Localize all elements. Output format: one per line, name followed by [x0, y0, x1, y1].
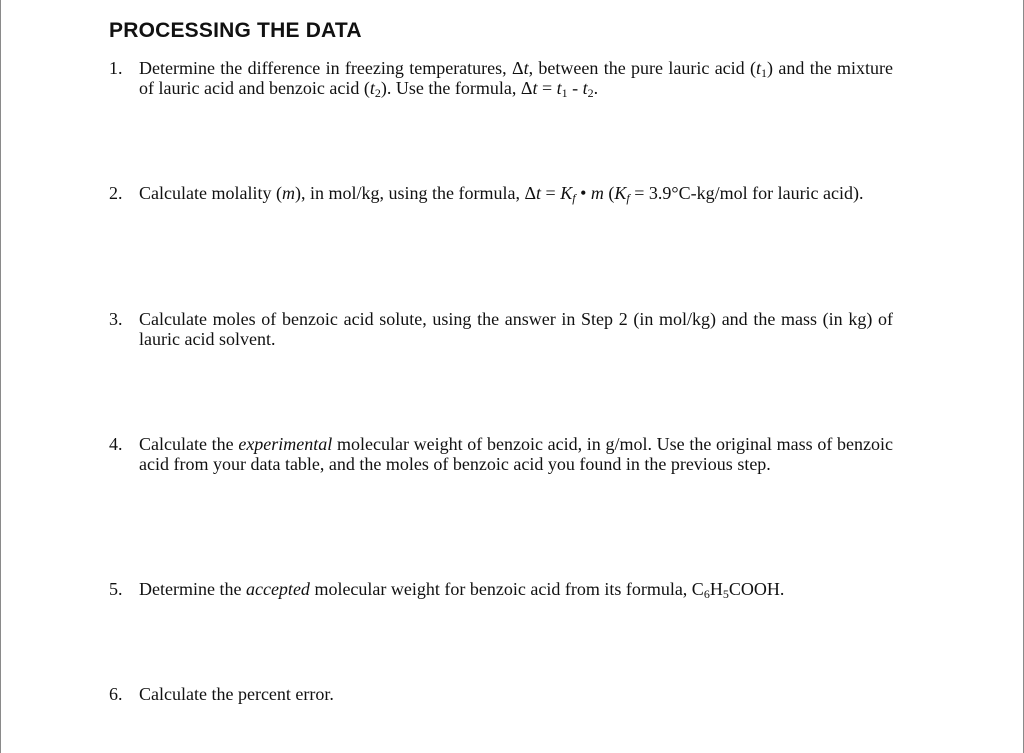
section-heading: PROCESSING THE DATA	[109, 19, 362, 42]
step-1	[109, 58, 893, 98]
step-text: Determine the difference in freezing temperatures, Δt, between the pure lauric acid $(t_1)$ and the mixture of lauric acid and benzoic acid $(t_2)$. Use the formula, $\Delta t = t_1 - t_2$.	[139, 58, 894, 100]
step-text: Calculate the experimental molecular weight of benzoic acid, in g/mol. Use the original mass of benzoic acid from your data table, and the moles of benzoic acid you found in the previous step.	[139, 434, 893, 474]
step-5	[109, 579, 893, 599]
step-number: 5.	[109, 579, 123, 599]
step-6	[109, 684, 893, 704]
step-number: 6.	[109, 684, 123, 704]
step-4	[109, 434, 893, 474]
step-text: Determine the accepted molecular weight for benzoic acid from its formula, $C_6H_5COOH$.	[139, 579, 785, 601]
step-text: Calculate molality (m), in mol/kg, using the formula, $\Delta t = K_f$ • m ($K_f = 3.9^\circ C-kg/mol$ for lauric acid).	[139, 183, 864, 205]
step-text: Calculate moles of benzoic acid solute, using the answer in Step 2 (in mol/kg) and the mass (in kg) of lauric acid solvent.	[139, 309, 893, 349]
step-number: 4.	[109, 434, 123, 454]
step-number: 3.	[109, 309, 123, 329]
step-2	[109, 183, 893, 203]
step-number: 1.	[109, 58, 123, 78]
step-3	[109, 309, 893, 349]
step-text: Calculate the percent error.	[139, 684, 334, 704]
step-number: 2.	[109, 183, 123, 203]
